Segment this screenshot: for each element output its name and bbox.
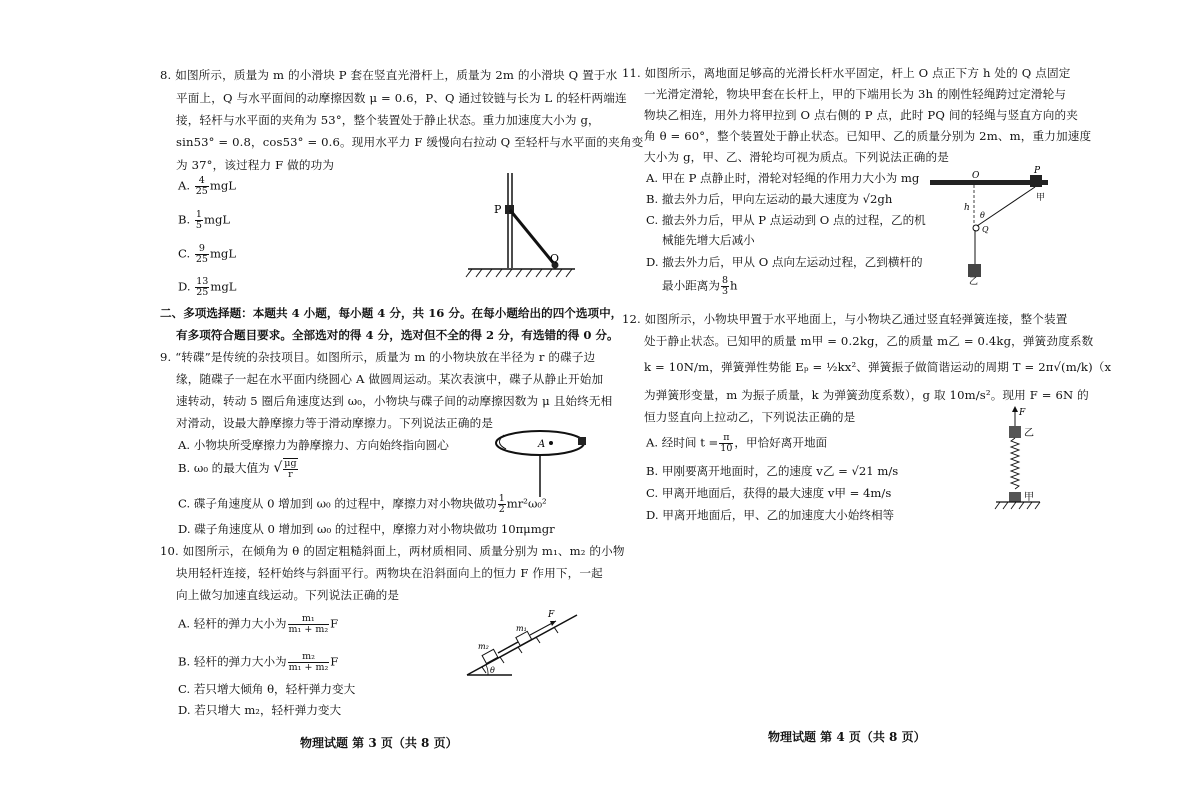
denominator: 25	[195, 254, 208, 265]
q10-option-d[interactable]: D. 若只增大 m₂，轻杆弹力变大	[178, 703, 342, 717]
footer-left: 物理试题 第 3 页（共 8 页）	[300, 736, 458, 750]
q12-option-d[interactable]: D. 甲离开地面后，甲、乙的加速度大小始终相等	[646, 508, 895, 522]
label-yi: 乙	[1024, 428, 1034, 439]
label-jia: 甲	[1036, 193, 1046, 203]
label-theta: θ	[980, 211, 985, 220]
q8-option-d[interactable]	[178, 277, 236, 298]
option-suffix: mgL	[209, 246, 237, 261]
numerator: π	[719, 433, 733, 444]
option-suffix: mgL	[210, 279, 237, 294]
label-theta: θ	[490, 666, 495, 675]
connecting-rod	[498, 642, 518, 653]
footer-right: 物理试题 第 4 页（共 8 页）	[768, 730, 926, 744]
block-m1	[516, 631, 532, 645]
option-text: A. 经时间 t =	[646, 435, 719, 450]
denominator: 5	[195, 220, 202, 231]
fraction	[288, 614, 330, 635]
q8-line-3: 接，轻杆与水平面的夹角为 53°，整个装置处于静止状态。重力加速度大小为 g，	[176, 113, 600, 127]
numerator: m₂	[288, 652, 330, 663]
spring	[1011, 438, 1019, 489]
q12-line-4: 为弹簧形变量，m 为振子质量，k 为弹簧劲度系数），g 取 10m/s²。现用 F = 6N 的	[644, 388, 1089, 402]
q10-option-a[interactable]	[178, 614, 338, 635]
numerator: 1	[498, 493, 505, 504]
q11-line-5: 大小为 g，甲、乙、滑轮均可视为质点。下列说法正确的是	[644, 150, 950, 164]
label-f: F	[1019, 408, 1026, 418]
label-q: Q	[550, 252, 560, 265]
label-a: A	[538, 439, 546, 450]
label-h: h	[964, 203, 970, 213]
option-suffix: mr²ω₀²	[506, 496, 547, 511]
numerator: 9	[195, 244, 209, 255]
block-jia	[1009, 492, 1021, 502]
label-yi: 乙	[969, 277, 979, 287]
q10-line-3: 向上做匀加速直线运动。下列说法正确的是	[176, 588, 400, 602]
denominator: 2	[498, 504, 505, 515]
q11-option-c-line-1[interactable]: C. 撤去外力后，甲从 P 点运动到 O 点的过程，乙的机	[646, 213, 926, 227]
denominator: m₁ + m₂	[288, 624, 329, 635]
numerator: 8	[721, 275, 729, 286]
fraction	[195, 244, 209, 265]
numerator: 1	[195, 209, 202, 220]
q9-line-3: 速转动，转动 5 圈后角速度达到 ω₀，小物块与碟子间的动摩擦因数为 μ 且始终无相	[176, 394, 613, 408]
q9-line-1: 9. “转碟”是传统的杂技项目。如图所示，质量为 m 的小物块放在半径为 r 的碟子边	[160, 350, 596, 364]
q9-line-2: 缘，随碟子一起在水平面内绕圆心 A 做圆周运动。某次表演中，碟子从静止开始加	[176, 372, 604, 386]
option-suffix: mgL	[209, 178, 236, 193]
option-suffix: F	[330, 616, 339, 631]
option-label: D.	[178, 279, 191, 294]
ground-hatch	[466, 269, 572, 277]
q8-option-b[interactable]	[178, 210, 230, 231]
right-page	[600, 0, 1200, 798]
angle-arc	[486, 665, 488, 675]
q11-line-2: 一光滑定滑轮，物块甲套在长杆上，甲的下端用长为 3h 的刚性轻绳跨过定滑轮与	[644, 87, 1067, 101]
q8-line-1: 8. 如图所示，质量为 m 的小滑块 P 套在竖直光滑杆上，质量为 2m 的小滑块 Q 置于水	[160, 68, 618, 82]
denominator: 25	[196, 287, 209, 298]
denominator: 25	[195, 186, 208, 197]
q11-option-d-line-1[interactable]: D. 撤去外力后，甲从 O 点向左运动过程，乙到横杆的	[646, 255, 923, 269]
q8-option-a[interactable]	[178, 176, 236, 197]
q8-option-c[interactable]	[178, 244, 236, 265]
option-label: C.	[178, 246, 191, 261]
option-text: C. 碟子角速度从 0 增加到 ω₀ 的过程中，摩擦力对小物块做功	[178, 496, 497, 511]
block-yi	[1009, 426, 1021, 438]
q12-figure	[990, 406, 1060, 518]
light-rod	[510, 210, 555, 265]
section-2-line-2: 有多项符合题目要求。全部选对的得 4 分，选对但不全的得 2 分，有选错的得 0 分。	[176, 328, 619, 342]
small-block	[578, 437, 586, 445]
radicand	[283, 458, 297, 480]
q8-line-5: 为 37°，该过程力 F 做的功为	[176, 158, 335, 172]
sqrt-sign: √	[273, 460, 283, 476]
block-jia	[1030, 175, 1042, 187]
section-2-line-1: 二、多项选择题：本题共 4 小题，每小题 4 分，共 16 分。在每小题给出的四个选项中，	[160, 306, 623, 320]
label-q: Q	[982, 225, 989, 234]
option-text: A. 轻杆的弹力大小为	[178, 616, 287, 631]
option-label: B.	[178, 212, 191, 227]
ground-hatch	[995, 502, 1040, 509]
option-text: B. 轻杆的弹力大小为	[178, 654, 287, 669]
denominator: r	[288, 469, 293, 480]
numerator: μg	[284, 458, 297, 469]
option-suffix: ，甲恰好离开地面	[734, 435, 828, 450]
option-label: A.	[178, 178, 191, 193]
q10-line-2: 块用轻杆连接，轻杆始终与斜面平行。两物块在沿斜面向上的恒力 F 作用下，一起	[176, 566, 603, 580]
q11-figure	[930, 166, 1050, 287]
label-m1: m₁	[516, 624, 527, 633]
q12-line-5: 恒力竖直向上拉动乙，下列说法正确的是	[644, 410, 856, 424]
q12-line-2: 处于静止状态。已知甲的质量 m甲 = 0.2kg，乙的质量 m乙 = 0.4kg，弹簧劲度系数	[644, 334, 1094, 348]
q8-line-2: 平面上，Q 与水平面间的动摩擦因数 μ = 0.6，P、Q 通过铰链与长为 L 的轻杆两端连	[176, 91, 627, 105]
q12-line-3: k = 10N/m，弹簧弹性势能 Eₚ = ½kx²、弹簧振子做简谐运动的周期 T = 2π√(m/k)（x	[644, 360, 1112, 374]
q9-line-4: 对滑动，设最大静摩擦力等于滑动摩擦力。下列说法正确的是	[176, 416, 494, 430]
label-m2: m₂	[478, 642, 489, 651]
q9-option-b[interactable]	[178, 458, 299, 480]
numerator: 13	[196, 276, 209, 287]
center-a	[549, 441, 553, 445]
denominator: 3	[721, 286, 729, 297]
q10-line-1: 10. 如图所示，在倾角为 θ 的固定粗糙斜面上，两材质相同、质量分别为 m₁、m₂ 的小物	[160, 544, 625, 558]
fraction	[195, 210, 203, 231]
denominator: 10	[720, 443, 733, 454]
q10-option-c[interactable]: C. 若只增大倾角 θ，轻杆弹力变大	[178, 682, 356, 696]
label-p: P	[494, 203, 502, 216]
option-suffix: F	[330, 654, 339, 669]
q9-figure	[490, 425, 590, 500]
label-o: O	[972, 171, 980, 181]
fraction	[195, 176, 209, 197]
option-text: B. ω₀ 的最大值为	[178, 461, 270, 475]
option-suffix: h	[730, 278, 738, 293]
q9-option-d[interactable]: D. 碟子角速度从 0 增加到 ω₀ 的过程中，摩擦力对小物块做功 10πμmgr	[178, 522, 555, 536]
q9-option-a[interactable]: A. 小物块所受摩擦力为静摩擦力、方向始终指向圆心	[178, 438, 449, 452]
q11-option-a[interactable]: A. 甲在 P 点静止时，滑轮对轻绳的作用力大小为 mg	[646, 171, 920, 185]
q12-option-b[interactable]: B. 甲刚要离开地面时，乙的速度 v乙 = √21 m/s	[646, 464, 899, 478]
q10-option-b[interactable]	[178, 652, 338, 673]
label-p: P	[1034, 166, 1041, 176]
numerator: 4	[195, 176, 209, 187]
q8-line-4: sin53° = 0.8，cos53° = 0.6。现用水平力 F 缓慢向右拉动 Q 至轻杆与水平面的夹角变	[176, 135, 644, 149]
label-f: F	[548, 610, 555, 620]
q11-line-3: 物块乙相连，用外力将甲拉到 O 点右侧的 P 点，此时 PQ 间的轻绳与竖直方向的夹	[644, 108, 1079, 122]
q10-figure	[462, 605, 582, 680]
rope-pq	[977, 187, 1035, 226]
q11-option-d-line-2	[662, 276, 738, 297]
option-suffix: mgL	[203, 212, 231, 227]
q12-line-1: 12. 如图所示，小物块甲置于水平地面上，与小物块乙通过竖直轻弹簧连接，整个装置	[622, 312, 1068, 326]
q12-option-a[interactable]	[646, 433, 827, 454]
q11-option-b[interactable]: B. 撤去外力后，甲向左运动的最大速度为 √2gh	[646, 192, 893, 206]
q11-option-c-line-2: 械能先增大后减小	[662, 233, 755, 247]
pulley-q	[973, 225, 979, 231]
numerator: m₁	[288, 614, 330, 625]
q8-figure	[460, 168, 580, 283]
denominator: m₁ + m₂	[288, 662, 329, 673]
block-m2	[482, 649, 498, 663]
fraction	[719, 433, 733, 454]
force-arrow-head	[1012, 406, 1018, 412]
label-jia: 甲	[1024, 492, 1034, 503]
fraction	[288, 652, 330, 673]
fraction	[195, 277, 209, 298]
q11-line-4: 角 θ = 60°，整个装置处于静止状态。已知甲、乙的质量分别为 2m、m，重力加速度	[644, 129, 1092, 143]
block-yi	[968, 264, 981, 277]
q12-option-c[interactable]: C. 甲离开地面后，获得的最大速度 v甲 = 4m/s	[646, 486, 892, 500]
option-text: 最小距离为	[662, 278, 720, 293]
q11-line-1: 11. 如图所示，离地面足够高的光滑长杆水平固定，杆上 O 点正下方 h 处的 Q 点固定	[622, 66, 1071, 80]
fraction	[721, 276, 729, 297]
